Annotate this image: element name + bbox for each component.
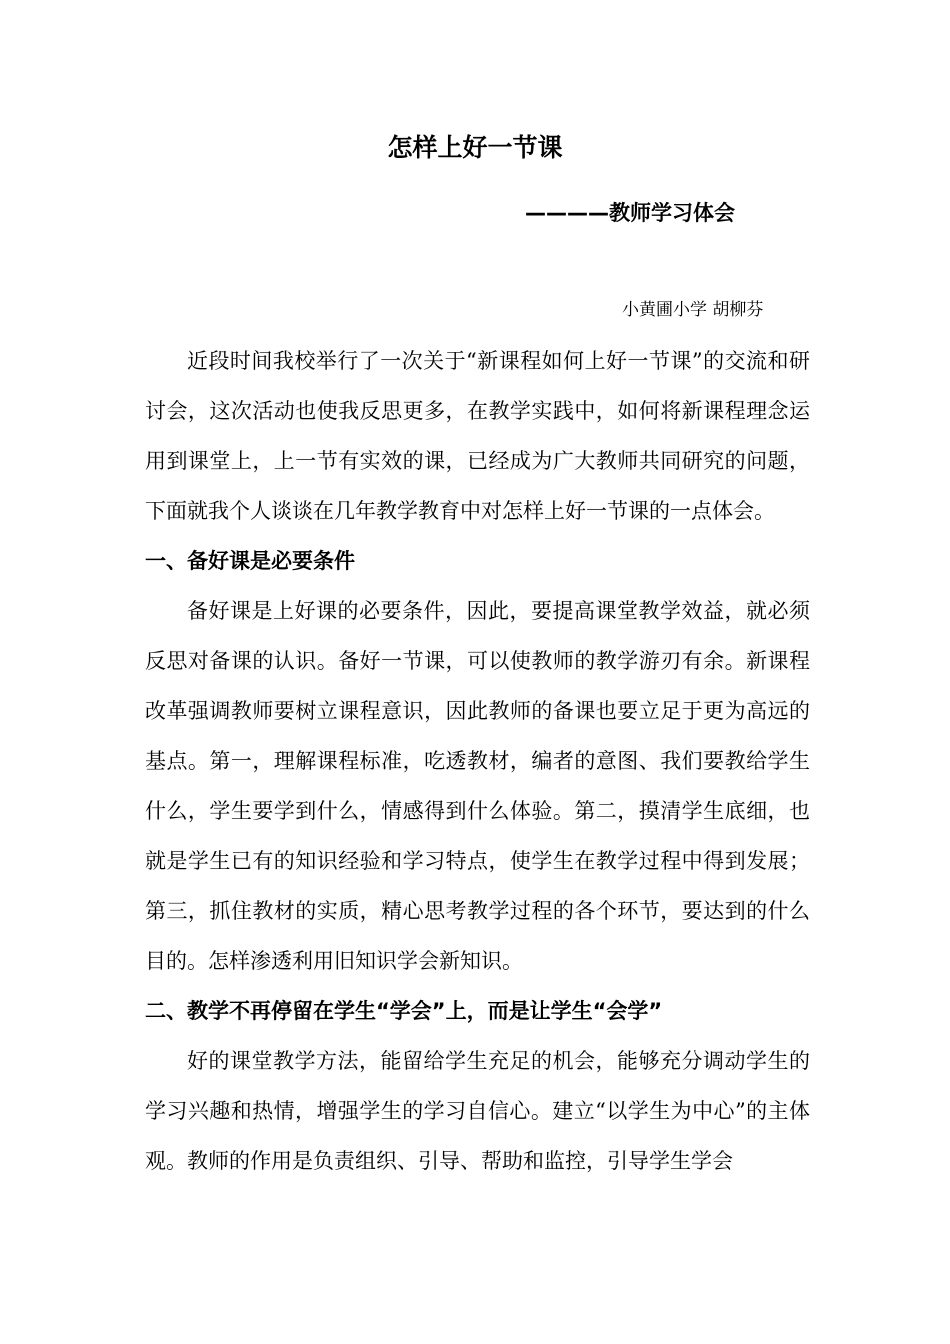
section-1-heading: 一、备好课是必要条件 [145,549,355,573]
section-1-paragraph: 备好课是上好课的必要条件，因此，要提高课堂教学效益，就必须反思对备课的认识。备好一节课，可以使教师的教学游刃有余。新课程改革强调教师要树立课程意识，因此教师的备课也要立足于更为高远的基点。第一，理解课程标准，吃透教材，编者的意图、我们要教给学生什么，学生要学到什么，情感得到什么体验。第二，摸清学生底细，也就是学生已有的知识经验和学习特点，使学生在教学过程中得到发展；第三，抓住教材的实质，精心思考教学过程的各个环节，要达到的什么目的。怎样渗透利用旧知识学会新知识。 [145,599,810,973]
section-2-paragraph: 好的课堂教学方法，能留给学生充足的机会，能够充分调动学生的学习兴趣和热情，增强学生的学习自信心。建立“以学生为中心”的主体观。教师的作用是负责组织、引导、帮助和监控，引导学生学会 [145,1049,810,1173]
document-title: 怎样上好一节课 [387,133,563,162]
intro-paragraph: 近段时间我校举行了一次关于“新课程如何上好一节课”的交流和研讨会，这次活动也使我反思更多，在教学实践中，如何将新课程理念运用到课堂上，上一节有实效的课，已经成为广大教师共同研究的问题，下面就我个人谈谈在几年教学教育中对怎样上好一节课的一点体会。 [145,349,810,523]
author-line: 小黄圃小学 胡柳芬 [622,300,764,320]
document-subtitle: ————教师学习体会 [525,201,735,225]
section-2-heading: 二、教学不再停留在学生“学会”上，而是让学生“会学” [145,999,663,1023]
document-body [145,336,810,1186]
